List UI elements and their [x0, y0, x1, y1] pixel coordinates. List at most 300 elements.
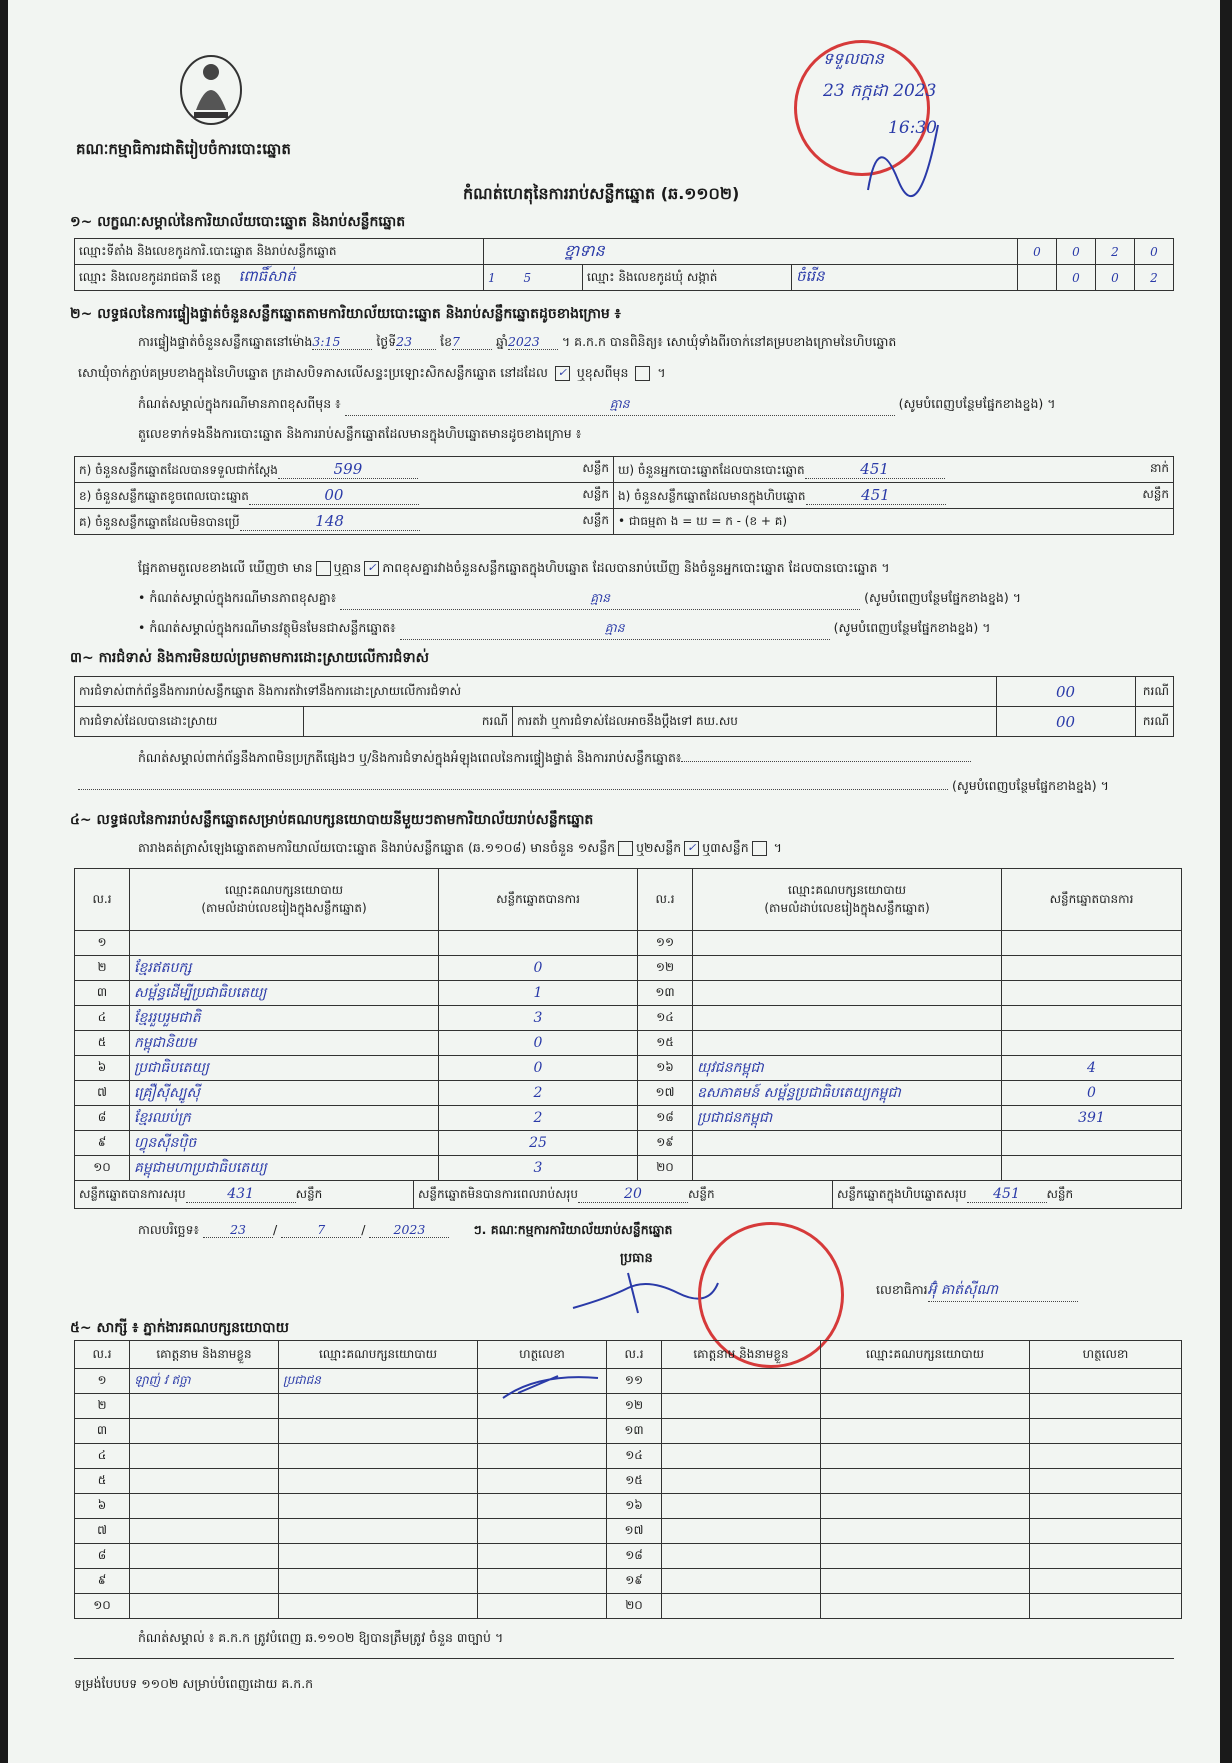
witness-name [130, 1494, 279, 1519]
party-no: ៩ [75, 1131, 130, 1156]
witness-signature-cell [478, 1469, 607, 1494]
witness-no: ២ [75, 1394, 130, 1419]
party-name: ខ្មែរឈប់ក្រ [130, 1106, 439, 1131]
results-row [75, 1031, 1182, 1056]
witness-party [279, 1419, 478, 1444]
witness-party [279, 1469, 478, 1494]
party-no: ១៧ [638, 1081, 693, 1106]
commune-code-1: 0 [1057, 265, 1096, 291]
fill-back-1: (សូមបំពេញបន្ថែមផ្នែកខាងខ្នង) ។ [898, 396, 1056, 411]
witness-signature-cell [478, 1594, 607, 1619]
province-label: ឈ្មោះ និងលេខកូដរាជធានី ខេត្ត [79, 269, 221, 284]
witness-party [279, 1519, 478, 1544]
ko-unit: សន្លឹក [582, 512, 609, 527]
ngo-label: ង) ចំនួនសន្លឹកឆ្នោតដែលមានក្នុងហិបឆ្នោត [618, 488, 806, 503]
witness-row [75, 1569, 1182, 1594]
province-code-cell [484, 265, 583, 291]
party-votes [1002, 1156, 1182, 1181]
party-name: ប្រជាធិបតេយ្យ [130, 1056, 439, 1081]
col-no-left: ល.រ [75, 869, 130, 931]
party-name [130, 931, 439, 956]
day-label: ថ្ងៃទី [376, 334, 397, 349]
witness-no: ២០ [607, 1594, 662, 1619]
witness-row [75, 1594, 1182, 1619]
commune-value: ចំរើន [792, 265, 1018, 291]
witness-no: ៥ [75, 1469, 130, 1494]
party-name [693, 1131, 1002, 1156]
party-name: កម្ពុជានិយម [130, 1031, 439, 1056]
party-votes: 4 [1002, 1056, 1182, 1081]
witness-no: ១៩ [607, 1569, 662, 1594]
party-votes: 2 [439, 1081, 638, 1106]
witness-signature-cell [1030, 1519, 1182, 1544]
witness-signature-cell [478, 1544, 607, 1569]
diff-note2-value: គ្មាន [340, 590, 860, 610]
witness-party [821, 1444, 1030, 1469]
party-no: ១៤ [638, 1006, 693, 1031]
witness-party [279, 1394, 478, 1419]
party-no: ១៨ [638, 1106, 693, 1131]
irregularity-line2 [78, 778, 1109, 797]
row2-label [75, 265, 484, 291]
numbers-intro: តួលេខទាក់ទងនឹងការបោះឆ្នោត និងការរាប់សន្លឹកឆ្នោតដែលមានក្នុងហិបឆ្នោតមានដូចខាងក្រោម ៖ [138, 426, 582, 441]
witness-name [662, 1419, 821, 1444]
col-party-right-sub: (តាមលំដាប់លេខរៀងក្នុងសន្លឹកឆ្នោត) [764, 900, 930, 915]
form-title: កំណត់ហេតុនៃការរាប់សន្លឹកឆ្នោត (ឆ.១១០២) [463, 184, 740, 203]
col-party-right [693, 869, 1002, 931]
witness-name [130, 1469, 279, 1494]
party-no: ៦ [75, 1056, 130, 1081]
kha-cell [75, 483, 614, 509]
witness-name [662, 1444, 821, 1469]
total-invalid-value: 20 [578, 1186, 688, 1203]
one-sheet-checkbox[interactable] [618, 841, 633, 856]
witness-row [75, 1419, 1182, 1444]
diff-a: ផ្អែកតាមតួលេខខាងលើ ឃើញថា មាន [138, 560, 313, 575]
results-row [75, 1106, 1182, 1131]
party-name: ប្រជាជនកម្ពុជា [693, 1106, 1002, 1131]
witness-signature-cell [1030, 1369, 1182, 1394]
party-no: ១២ [638, 956, 693, 981]
party-votes: 2 [439, 1106, 638, 1131]
total-valid-cell [75, 1181, 414, 1209]
witness-signature-cell [1030, 1494, 1182, 1519]
col-votes-right: សន្លឹកឆ្នោតបានការ [1002, 869, 1182, 931]
tally-a: តារាងគត់ត្រាសំឡេងឆ្នោតតាមការិយាល័យបោះឆ្នោត និងរាប់សន្លឹកឆ្នោត (ឆ.១១០៨) មានចំនួន ១សន្លឹក [138, 840, 616, 855]
party-name: ហ្វុនស៊ីនប៉ិច [130, 1131, 439, 1156]
total-valid-label: សន្លឹកឆ្នោតបានការសរុប [79, 1186, 186, 1201]
party-no: ២០ [638, 1156, 693, 1181]
party-votes [1002, 1006, 1182, 1031]
witness-party [821, 1594, 1030, 1619]
witness-party [279, 1444, 478, 1469]
numbers-table [74, 456, 1174, 535]
national-emblem [176, 50, 246, 128]
witness-no: ១៤ [607, 1444, 662, 1469]
form-footer: ទម្រង់បែបបទ ១១០២ សម្រាប់បំពេញដោយ គ.ក.ក [74, 1676, 314, 1691]
witness-name [662, 1469, 821, 1494]
witness-no: ៩ [75, 1569, 130, 1594]
party-name: ខ្មែររួបរួមជាតិ [130, 1006, 439, 1031]
ngo-unit: សន្លឹក [1142, 486, 1169, 501]
witness-signature-cell [1030, 1569, 1182, 1594]
results-row [75, 1131, 1182, 1156]
kha-label: ខ) ចំនួនសន្លឹកឆ្នោតខូចពេលបោះឆ្នោត [79, 488, 249, 503]
party-votes [1002, 1031, 1182, 1056]
witness-party [279, 1544, 478, 1569]
kha-unit: សន្លឹក [582, 486, 609, 501]
witness-party [821, 1419, 1030, 1444]
stamp-signature [858, 120, 948, 204]
witness-no: ១១ [607, 1369, 662, 1394]
month-label: ខែ [440, 334, 453, 349]
total-valid-value: 431 [186, 1186, 296, 1203]
unchanged-checkbox[interactable]: ✓ [555, 366, 570, 381]
party-votes: 3 [439, 1156, 638, 1181]
party-votes [439, 931, 638, 956]
witness-body [75, 1369, 1182, 1619]
total-box-cell [833, 1181, 1182, 1209]
three-sheet-checkbox[interactable] [752, 841, 767, 856]
witness-party [821, 1394, 1030, 1419]
kho-value: 451 [805, 460, 945, 479]
party-name: គម្ពុជាមហាប្រជាធិបតេយ្យ [130, 1156, 439, 1181]
diff-b: ឬគ្មាន [333, 560, 362, 575]
secretary-name: អ៊ុំ គាត់ស៊ីណា [928, 1280, 1078, 1302]
witness-row [75, 1444, 1182, 1469]
witness-party [279, 1569, 478, 1594]
ko-cell [75, 509, 614, 535]
commune-code-blank [1018, 265, 1057, 291]
witness-row [75, 1519, 1182, 1544]
results-row [75, 1156, 1182, 1181]
valid-note-label: • កំណត់សម្គាល់ក្នុងករណីមានវត្ថុមិនមែនជាសន្លឹកឆ្នោត៖ [138, 620, 396, 635]
ko-label: គ) ចំនួនសន្លឹកឆ្នោតដែលមិនបានប្រើ [79, 514, 240, 529]
witness-no: ១៨ [607, 1544, 662, 1569]
section2-heading: ២~ លទ្ធផលនៃការផ្ទៀងផ្ទាត់ចំនួនសន្លឹកឆ្នោតតាមការិយាល័យបោះឆ្នោត និងរាប់សន្លឹកឆ្នោតដូចខាងក្រោម ៖ [70, 306, 621, 322]
witness-row [75, 1494, 1182, 1519]
party-no: ១៥ [638, 1031, 693, 1056]
witness-name [662, 1594, 821, 1619]
kho-unit: នាក់ [1149, 460, 1169, 475]
province-code-2: 5 [523, 270, 532, 285]
party-votes [1002, 931, 1182, 956]
witness-signature-cell [1030, 1594, 1182, 1619]
two-sheet-checkbox[interactable]: ✓ [684, 841, 699, 856]
kho-label: ឃ) ចំនួនអ្នកបោះឆ្នោតដែលបានបោះឆ្នោត [618, 462, 805, 477]
party-no: ៥ [75, 1031, 130, 1056]
year-label: ឆ្នាំ [496, 334, 508, 349]
commune-code-2: 0 [1096, 265, 1135, 291]
party-no: ១៦ [638, 1056, 693, 1081]
row1-code-1: 0 [1018, 239, 1057, 265]
party-name [693, 1156, 1002, 1181]
witness-no: ១៥ [607, 1469, 662, 1494]
witness-party [821, 1544, 1030, 1569]
date-label: កាលបរិច្ឆេទ៖ [138, 1222, 200, 1237]
ngo-value: 451 [806, 486, 946, 505]
section1-heading: ១~ លក្ខណៈសម្គាល់នៃការិយាល័យបោះឆ្នោត និងរាប់សន្លឹកឆ្នោត [70, 214, 406, 230]
party-no: ១ [75, 931, 130, 956]
w-col-no-left: ល.រ [75, 1341, 130, 1369]
committee-label: ៗ. គណៈកម្មការការិយាល័យរាប់សន្លឹកឆ្នោត [473, 1222, 673, 1237]
commune-code-3: 2 [1135, 265, 1174, 291]
witness-no: ១៦ [607, 1494, 662, 1519]
total-box-value: 451 [967, 1186, 1047, 1203]
witness-signature-cell [1030, 1444, 1182, 1469]
witness-name [662, 1544, 821, 1569]
form-page [8, 0, 1220, 1763]
irregularity-note [138, 750, 971, 769]
witness-name [130, 1419, 279, 1444]
witness-signature-cell [478, 1444, 607, 1469]
party-votes [1002, 1131, 1182, 1156]
formula-cell: • ជាធម្មតា ង = ឃ = ក - (ខ + គ) [614, 509, 1174, 535]
witness-table [74, 1340, 1182, 1619]
footer-rule [74, 1658, 1174, 1659]
stamp-date: 23 កក្កដា 2023 [823, 81, 937, 101]
tally-sheet-line: តារាងគត់ត្រាសំឡេងឆ្នោតតាមការិយាល័យបោះឆ្នោត និងរាប់សន្លឹកឆ្នោត (ឆ.១១០៨) មានចំនួន ១សន្លឹក ឬ២សន្លឹក ✓ ឬ៣សន្លឹក ។ [138, 840, 782, 855]
province-code-1: 1 [488, 270, 496, 285]
witness-name: ឡាញ់ វ ឥច្ឆា [130, 1369, 279, 1394]
witness-signature [498, 1368, 608, 1408]
witness-no: ៤ [75, 1444, 130, 1469]
diff-line [138, 560, 890, 579]
resolved-unit: ករណី [304, 707, 513, 737]
witness-signature-cell [1030, 1419, 1182, 1444]
col-party-right-title: ឈ្មោះគណបក្សនយោបាយ [787, 882, 907, 897]
results-row [75, 931, 1182, 956]
stamp-note: ទទួលបាន [823, 49, 884, 68]
province-value: ពោធិ៍សាត់ [238, 266, 296, 285]
party-no: ៣ [75, 981, 130, 1006]
time-value: 3:15 [312, 334, 372, 350]
witness-name [130, 1594, 279, 1619]
witness-no: ៣ [75, 1419, 130, 1444]
witness-party [821, 1519, 1030, 1544]
witness-signature-cell [478, 1494, 607, 1519]
has-diff-checkbox[interactable] [316, 561, 331, 576]
party-name: ឧសភាគមន៍ សម្ព័ន្ធប្រជាធិបតេយ្យកម្ពុជា [693, 1081, 1002, 1106]
check-text: ។ គ.ក.ក បានពិនិត្យ៖ សោឃុំទាំងពីរចាក់នៅគម្របខាងក្រោមនៃហិបឆ្នោត [561, 334, 897, 349]
diff-c: ភាពខុសគ្នារវាងចំនួនសន្លឹកឆ្នោតក្នុងហិបឆ្នោត ដែលបានរាប់ឃើញ និងចំនួនអ្នកបោះឆ្នោត ដែលបានបោះឆ្នោត ។ [382, 560, 890, 575]
total-valid-unit: សន្លឹក [295, 1186, 323, 1201]
objection-value: 00 [996, 677, 1135, 707]
witness-no: ៦ [75, 1494, 130, 1519]
witness-name [130, 1569, 279, 1594]
chair-label: ប្រធាន [620, 1251, 653, 1266]
date-month: 7 [281, 1222, 361, 1238]
total-invalid-unit: សន្លឹក [687, 1186, 715, 1201]
witness-row [75, 1544, 1182, 1569]
witness-no: ១០ [75, 1594, 130, 1619]
witness-signature-cell [478, 1519, 607, 1544]
ka-unit: សន្លឹក [582, 460, 609, 475]
party-votes: 391 [1002, 1106, 1182, 1131]
witness-party [821, 1494, 1030, 1519]
witness-name [662, 1394, 821, 1419]
section5-heading: ៥~ សាក្សី ៖ ភ្នាក់ងារគណបក្សនយោបាយ [70, 1320, 289, 1336]
time-label: ការផ្ទៀងផ្ទាត់ចំនួនសន្លឹកឆ្នោតនៅម៉ោង [138, 334, 313, 349]
diff-note-value: គ្មាន [345, 396, 895, 416]
w-col-sign-right: ហត្ថលេខា [1030, 1341, 1182, 1369]
witness-no: ៧ [75, 1519, 130, 1544]
witness-signature-cell [1030, 1469, 1182, 1494]
results-row [75, 1081, 1182, 1106]
col-party-left-title: ឈ្មោះគណបក្សនយោបាយ [224, 882, 344, 897]
total-box-label: សន្លឹកឆ្នោតក្នុងហិបឆ្នោតសរុប [837, 1186, 967, 1201]
party-name [693, 956, 1002, 981]
party-votes: 0 [439, 1056, 638, 1081]
witness-row [75, 1394, 1182, 1419]
total-invalid-cell [414, 1181, 833, 1209]
party-name: ខ្មែរឥតបក្ស [130, 956, 439, 981]
changed-checkbox[interactable] [635, 366, 650, 381]
date-line: កាលបរិច្ឆេទ៖ 23 / 7 / 2023 ៗ. គណៈកម្មការការិយាល័យរាប់សន្លឹកឆ្នោត [138, 1222, 673, 1237]
party-votes: 1 [439, 981, 638, 1006]
party-votes [1002, 981, 1182, 1006]
party-name [693, 1031, 1002, 1056]
valid-note-value: គ្មាន [400, 620, 830, 640]
witness-name [662, 1519, 821, 1544]
ko-value: 148 [240, 512, 420, 531]
tally-c: ឬ៣សន្លឹក [702, 840, 749, 855]
diff-note2-label: • កំណត់សម្គាល់ក្នុងករណីមានភាពខុសគ្នា៖ [138, 590, 337, 605]
party-name [693, 981, 1002, 1006]
total-box-unit: សន្លឹក [1046, 1186, 1074, 1201]
irregularity-blank [78, 789, 948, 790]
row1-value: ខ្នាទាន [484, 239, 1018, 265]
resolved-label: ការជំទាស់ដែលបានដោះស្រាយ [75, 707, 304, 737]
witness-party [821, 1569, 1030, 1594]
witness-signature-cell [478, 1569, 607, 1594]
party-no: ៨ [75, 1106, 130, 1131]
w-col-party-left: ឈ្មោះគណបក្សនយោបាយ [279, 1341, 478, 1369]
secretary-line [876, 1280, 1078, 1302]
check-time-line [138, 334, 896, 353]
w-col-name-left: គោត្តនាម និងនាមខ្លួន [130, 1341, 279, 1369]
w-col-party-right: ឈ្មោះគណបក្សនយោបាយ [821, 1341, 1030, 1369]
kha-value: 00 [249, 486, 419, 505]
year-value: 2023 [508, 334, 558, 350]
results-table [74, 868, 1182, 1181]
witness-no: ១២ [607, 1394, 662, 1419]
witness-party [279, 1594, 478, 1619]
results-row [75, 956, 1182, 981]
valid-note-line [138, 620, 990, 640]
witness-party [821, 1369, 1030, 1394]
kho-cell [614, 457, 1174, 483]
witness-row [75, 1369, 1182, 1394]
witness-signature-cell [1030, 1544, 1182, 1569]
w-col-name-right: គោត្តនាម និងនាមខ្លួន [662, 1341, 821, 1369]
fill-back-3: (សូមបំពេញបន្ថែមផ្នែកខាងខ្នង) ។ [833, 620, 991, 635]
witness-party [821, 1469, 1030, 1494]
party-votes: 3 [439, 1006, 638, 1031]
seal-text: សោឃុំចាក់ភ្ជាប់គម្របខាងក្នុងនៃហិបឆ្នោត ក្រដាសបិទភាសលើសន្ទះប្រឡោះសិកសន្លឹកឆ្នោត នៅដដែល [78, 365, 548, 380]
party-no: ៤ [75, 1006, 130, 1031]
irregularity-value [681, 761, 971, 762]
section1-table [74, 238, 1174, 291]
diff-note2-line [138, 590, 1021, 610]
party-no: ៧ [75, 1081, 130, 1106]
diff-note-label: កំណត់សម្គាល់ក្នុងករណីមានភាពខុសពីមុន ៖ [138, 396, 341, 411]
party-votes [1002, 956, 1182, 981]
witness-no: ៨ [75, 1544, 130, 1569]
party-name: យុវជនកម្ពុជា [693, 1056, 1002, 1081]
col-votes-left: សន្លឹកឆ្នោតបានការ [439, 869, 638, 931]
party-votes: 0 [1002, 1081, 1182, 1106]
witness-name [130, 1519, 279, 1544]
party-name [693, 931, 1002, 956]
total-invalid-label: សន្លឹកឆ្នោតមិនបានការពេលរាប់សរុប [418, 1186, 578, 1201]
witness-name [662, 1569, 821, 1594]
ka-cell [75, 457, 614, 483]
witness-name [130, 1444, 279, 1469]
col-party-left-sub: (តាមលំដាប់លេខរៀងក្នុងសន្លឹកឆ្នោត) [201, 900, 367, 915]
stamp-time: 16:30 [888, 118, 937, 138]
party-name: សម្ព័ន្ធដើម្បីប្រជាធិបតេយ្យ [130, 981, 439, 1006]
witness-party: ប្រជាជន [279, 1369, 478, 1394]
witness-no: ១៧ [607, 1519, 662, 1544]
ngo-cell [614, 483, 1174, 509]
w-col-sign-left: ហត្ថលេខា [478, 1341, 607, 1369]
witness-name [662, 1369, 821, 1394]
party-votes: 0 [439, 1031, 638, 1056]
witness-party [279, 1494, 478, 1519]
date-year: 2023 [369, 1222, 449, 1238]
no-diff-checkbox[interactable]: ✓ [364, 561, 379, 576]
party-no: ១៩ [638, 1131, 693, 1156]
witness-signature-cell [1030, 1394, 1182, 1419]
ka-value: 599 [278, 460, 418, 479]
fill-back-4: (សូមបំពេញបន្ថែមផ្នែកខាងខ្នង) ។ [951, 778, 1109, 793]
col-party-left [130, 869, 439, 931]
tally-b: ឬ២សន្លឹក [636, 840, 682, 855]
party-no: ១៣ [638, 981, 693, 1006]
party-name: គ្រឿស៊ីស្បូស៊ី [130, 1081, 439, 1106]
party-no: ២ [75, 956, 130, 981]
seal-line: សោឃុំចាក់ភ្ជាប់គម្របខាងក្នុងនៃហិបឆ្នោត ក្រដាសបិទភាសលើសន្ទះប្រឡោះសិកសន្លឹកឆ្នោត នៅដដែល ✓ ឬខុសពីមុន ។ [78, 365, 666, 380]
witness-signature-cell [478, 1419, 607, 1444]
results-row [75, 1056, 1182, 1081]
date-day: 23 [203, 1222, 273, 1238]
row1-code-4: 0 [1135, 239, 1174, 265]
row1-label: ឈ្មោះទីតាំង និងលេខកូដការិ.បោះឆ្នោត និងរាប់សន្លឹកឆ្នោត [75, 239, 484, 265]
organization-name: គណៈកម្មាធិការជាតិរៀបចំការបោះឆ្នោត [76, 140, 291, 158]
party-votes: 25 [439, 1131, 638, 1156]
witness-name [130, 1394, 279, 1419]
month-value: 7 [452, 334, 492, 350]
results-row [75, 981, 1182, 1006]
col-no-right: ល.រ [638, 869, 693, 931]
secretary-label: លេខាធិការ [876, 1282, 928, 1297]
footnote: កំណត់សម្គាល់ ៖ គ.ក.ក ត្រូវបំពេញ ឆ.១១០២ ឱ្យបានត្រឹមត្រូវ ចំនួន ៣ច្បាប់ ។ [138, 1630, 504, 1645]
witness-no: ១៣ [607, 1419, 662, 1444]
changed-label: ឬខុសពីមុន [576, 365, 629, 380]
party-votes: 0 [439, 956, 638, 981]
fill-back-2: (សូមបំពេញបន្ថែមផ្នែកខាងខ្នង) ។ [864, 590, 1021, 605]
party-no: ១០ [75, 1156, 130, 1181]
results-body [75, 931, 1182, 1181]
section3-heading: ៣~ ការជំទាស់ និងការមិនយល់ព្រមតាមការដោះស្រាយលើការជំទាស់ [70, 650, 429, 666]
objection-label: ការជំទាស់ពាក់ព័ន្ធនឹងការរាប់សន្លឹកឆ្នោត និងការតវ៉ាទៅនឹងការដោះស្រាយលើការជំទាស់ [75, 677, 997, 707]
w-col-no-right: ល.រ [607, 1341, 662, 1369]
commune-label: ឈ្មោះ និងលេខកូដឃុំ សង្កាត់ [583, 265, 792, 291]
row1-code-2: 0 [1057, 239, 1096, 265]
witness-name [662, 1494, 821, 1519]
witness-no: ១ [75, 1369, 130, 1394]
